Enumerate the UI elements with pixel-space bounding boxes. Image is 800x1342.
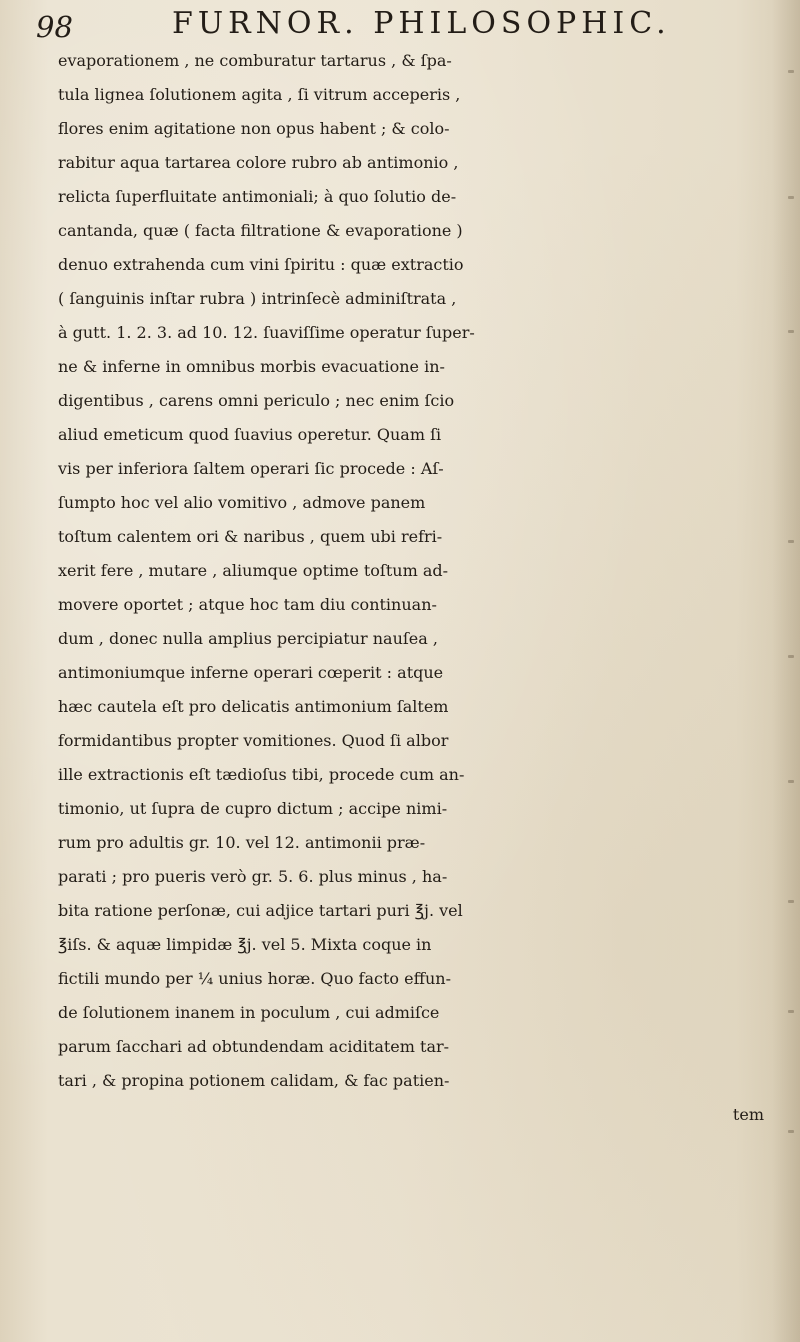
text-line: fictili mundo per ¼ unius horæ. Quo facto effun- [58, 969, 451, 988]
text-line: tula lignea ſolutionem agita , ſi vitrum acceperis , [58, 85, 461, 104]
text-line: rabitur aqua tartarea colore rubro ab antimonio , [58, 153, 459, 172]
text-line: de ſolutionem inanem in poculum , cui admiſce [58, 1003, 440, 1022]
text-line: antimoniumque inferne operari cœperit : atque [58, 663, 444, 682]
body-text [58, 44, 778, 1132]
text-line: bita ratione perſonæ, cui adjice tartari puri ℥j. vel [58, 901, 463, 920]
text-line: aliud emeticum quod ſuavius operetur. Quam ſi [58, 425, 442, 444]
text-line: tari , & propina potionem calidam, & fac patien- [58, 1071, 450, 1090]
text-line: movere oportet ; atque hoc tam diu continuan- [58, 595, 437, 614]
ink-bleed-mark [788, 655, 794, 658]
ink-bleed-mark [788, 70, 794, 73]
text-line: ( ſanguinis inſtar rubra ) intrinſecè adminiſtrata , [58, 289, 457, 308]
text-line: formidantibus propter vomitiones. Quod ſi albor [58, 731, 449, 750]
text-line: cantanda, quæ ( facta filtratione & evaporatione ) [58, 221, 463, 240]
text-line: timonio, ut ſupra de cupro dictum ; accipe nimi- [58, 799, 448, 818]
text-line: vis per inferiora ſaltem operari ſic procede : Aſ- [58, 459, 444, 478]
ink-bleed-mark [788, 780, 794, 783]
ink-bleed-mark [788, 1130, 794, 1133]
page-header [36, 2, 776, 42]
ink-bleed-mark [788, 196, 794, 199]
text-line: toſtum calentem ori & naribus , quem ubi refri- [58, 527, 443, 546]
text-line: dum , donec nulla amplius percipiatur nauſea , [58, 629, 438, 648]
text-line: relicta ſuperfluitate antimoniali; à quo ſolutio de- [58, 187, 457, 206]
running-head: FURNOR. PHILOSOPHIC. [172, 6, 671, 41]
page-number: 98 [36, 10, 73, 44]
text-line: denuo extrahenda cum vini ſpiritu : quæ extractio [58, 255, 464, 274]
text-line: ille extractionis eſt tædioſus tibi, procede cum an- [58, 765, 465, 784]
text-line: ſumpto hoc vel alio vomitivo , admove panem [58, 493, 426, 512]
ink-bleed-mark [788, 330, 794, 333]
catchword: tem [732, 1105, 764, 1124]
text-line: parati ; pro pueris verò gr. 5. 6. plus minus , ha- [58, 867, 448, 886]
text-line: ne & inferne in omnibus morbis evacuatione in- [58, 357, 445, 376]
text-line: hæc cautela eſt pro delicatis antimonium ſaltem [58, 697, 449, 716]
text-line: ℥iſs. & aquæ limpidæ ℥j. vel 5. Mixta coque in [58, 935, 432, 954]
text-line: xerit fere , mutare , aliumque optime toſtum ad- [58, 561, 449, 580]
text-line: parum ſacchari ad obtundendam aciditatem tar- [58, 1037, 450, 1056]
ink-bleed-mark [788, 1010, 794, 1013]
text-line: à gutt. 1. 2. 3. ad 10. 12. ſuaviſſime operatur ſuper- [58, 323, 475, 342]
text-line: evaporationem , ne comburatur tartarus , & ſpa- [58, 51, 452, 70]
text-line: flores enim agitatione non opus habent ; & colo- [58, 119, 450, 138]
text-line: digentibus , carens omni periculo ; nec enim ſcio [58, 391, 455, 410]
ink-bleed-mark [788, 900, 794, 903]
ink-bleed-mark [788, 540, 794, 543]
text-line: rum pro adultis gr. 10. vel 12. antimonii præ- [58, 833, 426, 852]
